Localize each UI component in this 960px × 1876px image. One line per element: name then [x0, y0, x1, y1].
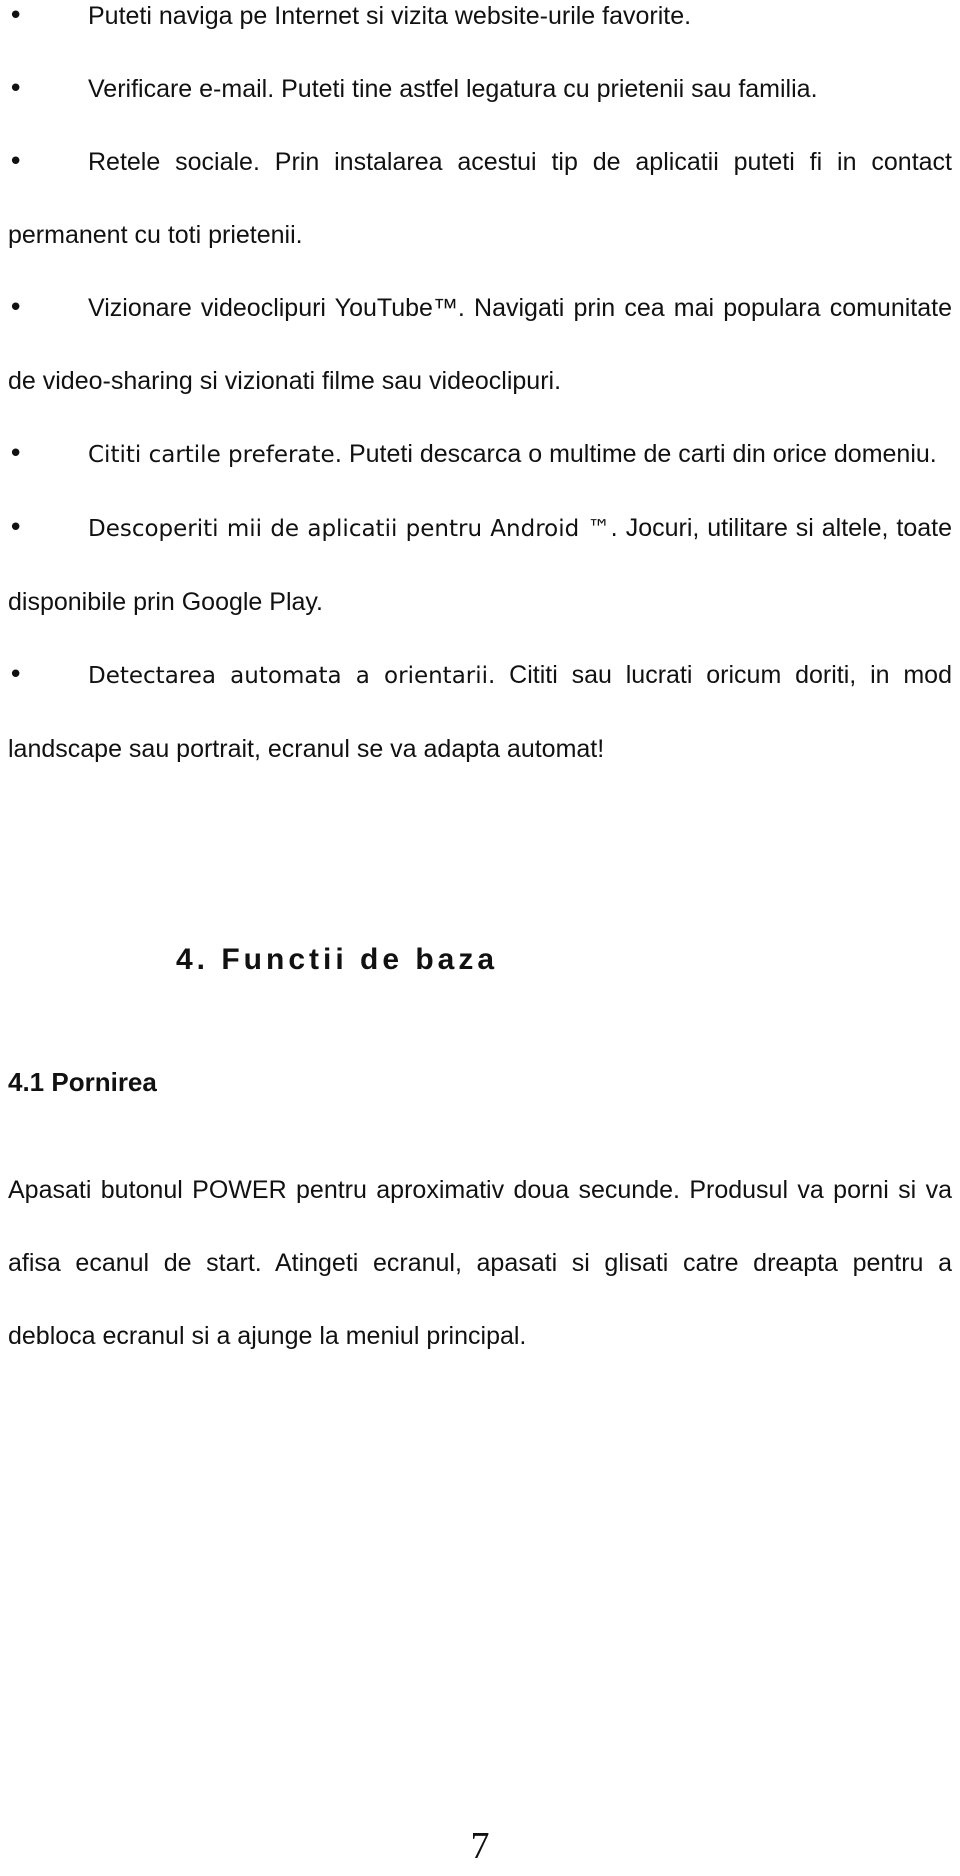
list-item-lead: Retele sociale.: [88, 148, 260, 176]
section-heading: 4. Functii de baza: [176, 943, 499, 976]
bullet-icon: •: [8, 513, 24, 543]
list-item: [8, 0, 952, 53]
list-item: [8, 639, 952, 786]
list-item-lead: Vizionare videoclipuri YouTube™.: [88, 294, 465, 322]
list-item: [8, 272, 952, 418]
list-item-text: Puteti descarca o multime de carti din orice domeniu.: [342, 440, 937, 468]
bullet-icon: •: [8, 1, 24, 31]
list-item-lead: Verificare e-mail.: [88, 75, 275, 103]
body-paragraph: Apasati butonul POWER pentru aproximativ doua secunde. Produsul va porni si va afisa ecanul de start. Atingeti ecranul, apasati si glisati catre dreapta pentru a debloca ecranul si a ajunge la meniul principal.: [8, 1176, 952, 1350]
list-item-lead: Detectarea automata a orientarii.: [88, 663, 496, 689]
subsection-heading: 4.1 Pornirea: [8, 1067, 157, 1097]
bullet-icon: •: [8, 293, 24, 323]
list-item: [8, 53, 952, 126]
list-item-text: Prin instalarea acestui tip de aplicatii puteti fi in contact permanent cu toti prietenii.: [8, 148, 952, 249]
list-item: [8, 418, 952, 492]
feature-list: [8, 0, 952, 786]
bullet-icon: •: [8, 439, 24, 469]
page-number: 7: [470, 1825, 490, 1867]
bullet-icon: •: [8, 74, 24, 104]
list-item-text: Navigati prin cea mai populara comunitate de video-sharing si vizionati filme sau videoclipuri.: [8, 294, 952, 395]
list-item-lead: Descoperiti mii de aplicatii pentru Android ™.: [88, 516, 618, 542]
list-item: [8, 492, 952, 639]
list-item-text: Cititi sau lucrati oricum doriti, in mod landscape sau portrait, ecranul se va adapta automat!: [8, 661, 952, 763]
bullet-icon: •: [8, 660, 24, 690]
bullet-icon: •: [8, 147, 24, 177]
list-item-lead: Puteti naviga pe Internet si vizita website-urile favorite.: [88, 2, 692, 30]
list-item: [8, 126, 952, 272]
list-item-text: Jocuri, utilitare si altele, toate disponibile prin Google Play.: [8, 514, 952, 616]
list-item-text: Puteti tine astfel legatura cu prietenii sau familia.: [274, 75, 818, 103]
list-item-lead: Cititi cartile preferate.: [88, 442, 343, 468]
